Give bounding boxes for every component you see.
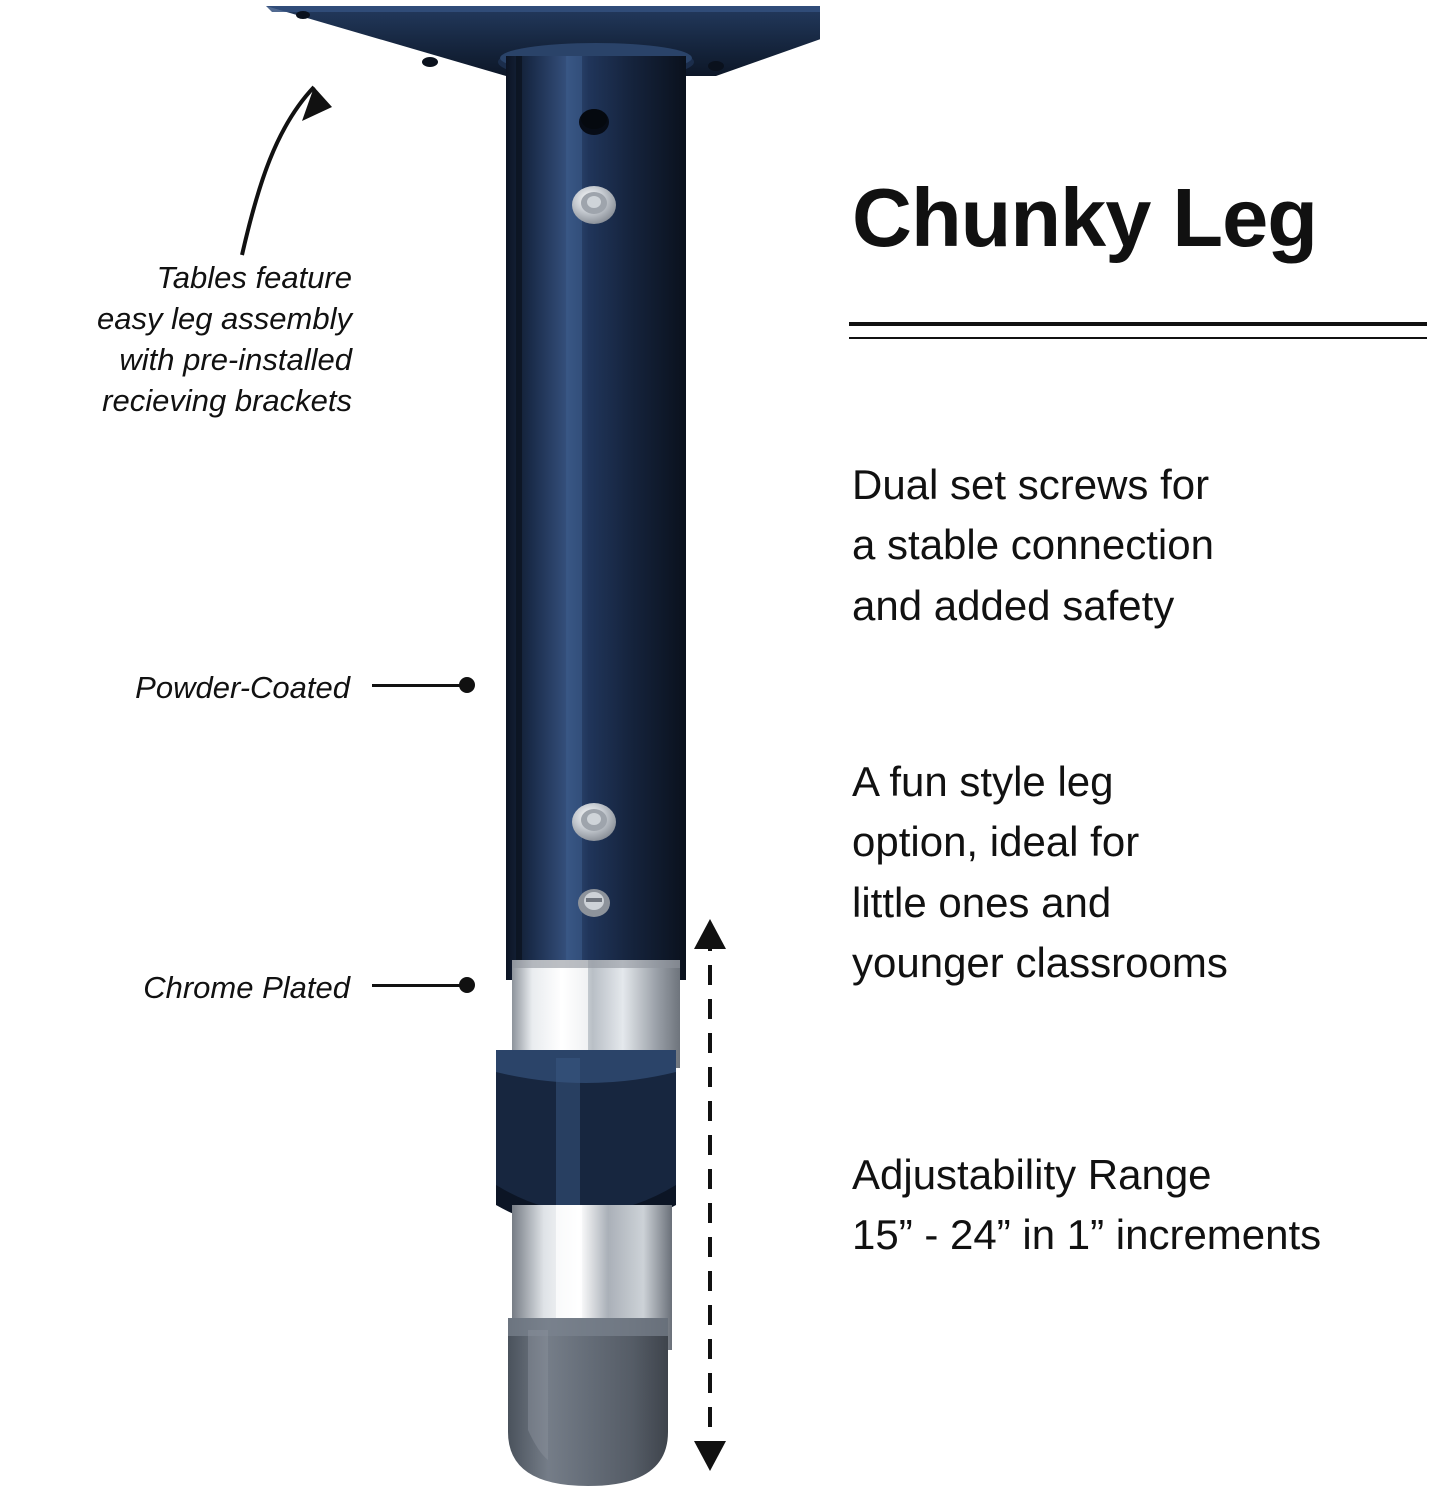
callout-assembly-line4: recieving brackets: [102, 382, 352, 418]
callout-powder-coated: Powder-Coated: [135, 670, 350, 705]
adjustment-hole: [579, 109, 609, 135]
dimension-double-arrow-icon: [676, 915, 746, 1475]
leader-dot-powder-icon: [459, 677, 475, 693]
feature-style-line1: A fun style leg: [852, 758, 1114, 805]
callout-assembly: [0, 258, 354, 422]
title-rule-thin: [849, 337, 1427, 339]
feature-style-line2: option, ideal for: [852, 818, 1140, 866]
feature-screws-line1: Dual set screws for: [852, 461, 1210, 508]
adjustment-collar: [496, 1050, 676, 1231]
feature-adjustability: [852, 1145, 1432, 1266]
callout-assembly-line2: easy leg assembly: [96, 300, 352, 336]
feature-style: [852, 752, 1432, 994]
title-rule-thick: [849, 322, 1427, 326]
page-title: Chunky Leg: [852, 171, 1317, 264]
set-screw-bottom: [578, 889, 610, 917]
floor-glide-foot: [508, 1318, 668, 1486]
callout-chrome-plated: Chrome Plated: [143, 970, 350, 1005]
feature-adjustability-line1: Adjustability Range: [852, 1151, 1212, 1198]
feature-adjustability-line2: 15” - 24” in 1” increments: [852, 1211, 1322, 1259]
leader-line-chrome: [372, 984, 472, 987]
callout-assembly-line3: with pre-installed: [119, 341, 352, 377]
leader-dot-chrome-icon: [459, 977, 475, 993]
feature-screws-line2: a stable connection: [852, 521, 1214, 569]
feature-screws-line3: and added safety: [852, 581, 1175, 629]
curved-arrow-icon: [180, 35, 370, 265]
set-screw-top: [572, 186, 616, 224]
callout-assembly-line1: Tables feature: [156, 260, 352, 295]
feature-screws: [852, 455, 1432, 636]
set-screw-lower: [572, 803, 616, 841]
feature-style-line3: little ones and: [852, 878, 1112, 926]
feature-style-line4: younger classrooms: [852, 939, 1228, 987]
leader-line-powder: [372, 684, 472, 687]
